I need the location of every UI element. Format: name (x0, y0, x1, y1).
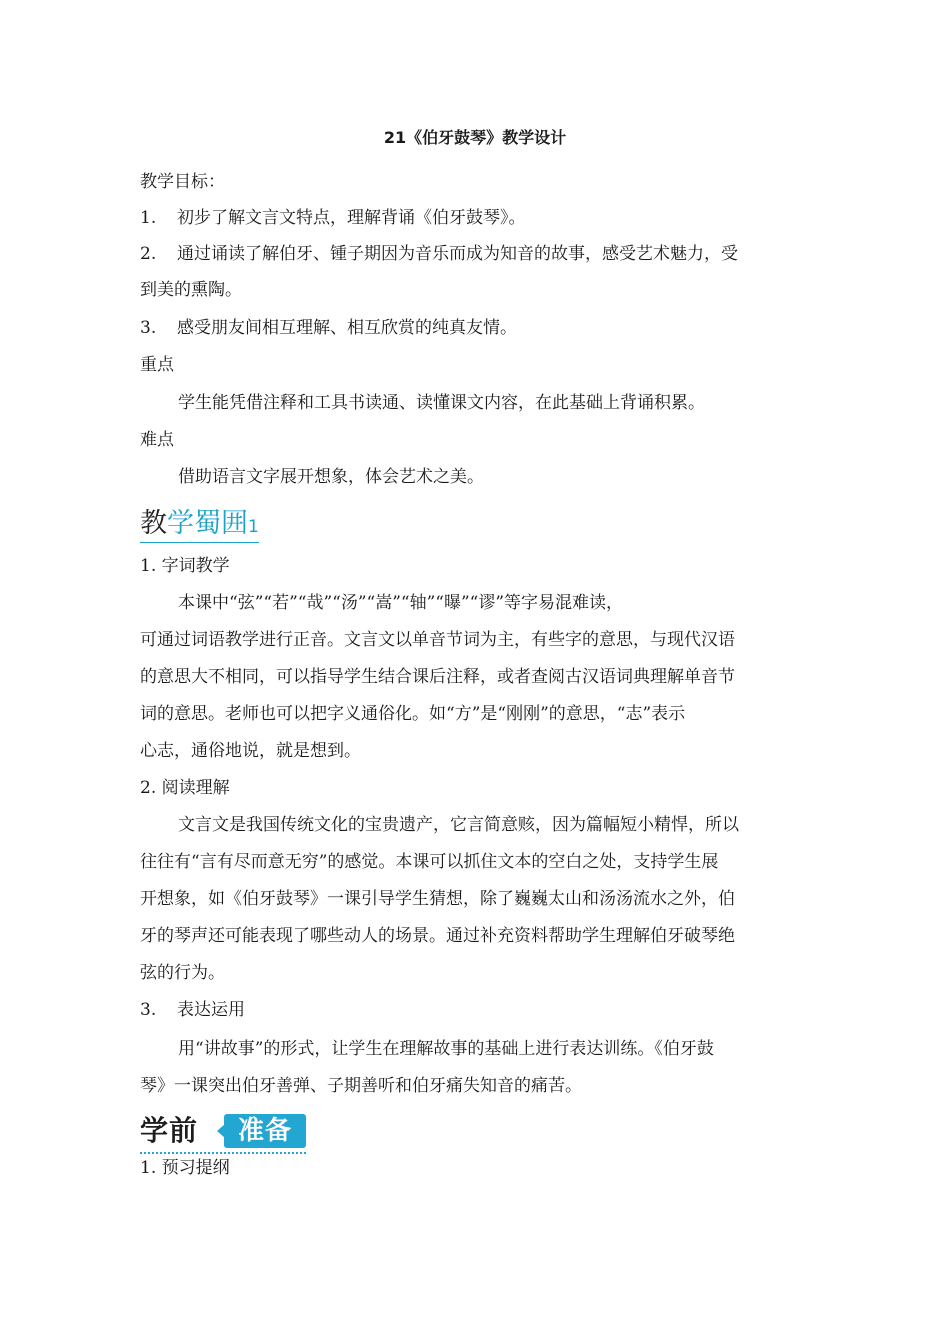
key-point-label: 重点 (140, 355, 174, 375)
section-3-line: 用“讲故事”的形式，让学生在理解故事的基础上进行表达训练。《伯牙鼓 (178, 1039, 714, 1059)
pre-study-heading-part2: 准备 (224, 1114, 306, 1148)
goal-text: 感受朋友间相互理解、相互欣赏的纯真友情。 (177, 318, 517, 338)
goals-heading: 教学目标： (140, 172, 225, 192)
section-2-line: 往往有“言有尽而意无穷”的感觉。本课可以抓住文本的空白之处，支持学生展 (140, 852, 719, 872)
design-heading-part2: 学蜀囲 (167, 508, 248, 539)
section-1-line: 的意思大不相同，可以指导学生结合课后注释，或者查阅古汉语词典理解单音节 (140, 667, 735, 687)
pre-study-heading (140, 1113, 310, 1153)
goal-text: 通过诵读了解伯牙、锺子期因为音乐而成为知音的故事，感受艺术魅力，受 (177, 244, 738, 264)
section-3-heading (140, 1000, 815, 1020)
page-title: 21《伯牙鼓琴》教学设计 (383, 128, 567, 147)
section-2-line: 文言文是我国传统文化的宝贵遗产，它言简意赅，因为篇幅短小精悍，所以 (178, 815, 739, 835)
section-2-heading: 2. 阅读理解 (140, 778, 230, 798)
prep-item-1: 1. 预习提纲 (140, 1158, 230, 1178)
section-1-line: 心志，通俗地说，就是想到。 (140, 741, 361, 761)
goal-item-2 (140, 244, 815, 264)
goal-number: 3. (140, 318, 157, 338)
goal-number: 2. (140, 244, 157, 264)
section-3-number: 3. (140, 1000, 157, 1020)
design-heading-part1: 教 (140, 508, 167, 539)
section-1-line: 词的意思。老师也可以把字义通俗化。如“方”是“刚刚”的意思，“志”表示 (140, 704, 686, 724)
goal-item-1 (140, 208, 815, 228)
goal-item-3 (140, 318, 815, 338)
section-2-line: 开想象，如《伯牙鼓琴》一课引导学生猜想，除了巍巍太山和汤汤流水之外，伯 (140, 889, 735, 909)
section-2-line: 弦的行为。 (140, 963, 225, 983)
dotted-divider (140, 1152, 306, 1154)
section-3-title: 表达运用 (177, 1000, 245, 1020)
section-2-line: 牙的琴声还可能表现了哪些动人的场景。通过补充资料帮助学生理解伯牙破琴绝 (140, 926, 735, 946)
goal-number: 1. (140, 208, 157, 228)
section-1-heading: 1. 字词教学 (140, 556, 230, 576)
difficulty-text: 借助语言文字展开想象，体会艺术之美。 (178, 467, 484, 487)
goal-text: 初步了解文言文特点，理解背诵《伯牙鼓琴》。 (177, 208, 526, 228)
section-1-line: 本课中“弦”“若”“哉”“汤”“嵩”“轴”“曝”“谬”等字易混难读， (178, 593, 624, 613)
difficulty-label: 难点 (140, 430, 174, 450)
section-1-line: 可通过词语教学进行正音。文言文以单音节词为主，有些字的意思，与现代汉语 (140, 630, 735, 650)
goal-item-2-continued: 到美的熏陶。 (140, 280, 242, 300)
section-3-line: 琴》一课突出伯牙善弹、子期善听和伯牙痛失知音的痛苦。 (140, 1076, 582, 1096)
key-point-text: 学生能凭借注释和工具书读通、读懂课文内容，在此基础上背诵积累。 (178, 393, 705, 413)
pre-study-heading-part1: 学前 (140, 1114, 199, 1147)
design-heading-part3: 1 (248, 517, 259, 537)
teaching-design-heading (140, 506, 259, 545)
design-heading-underline (140, 542, 259, 543)
